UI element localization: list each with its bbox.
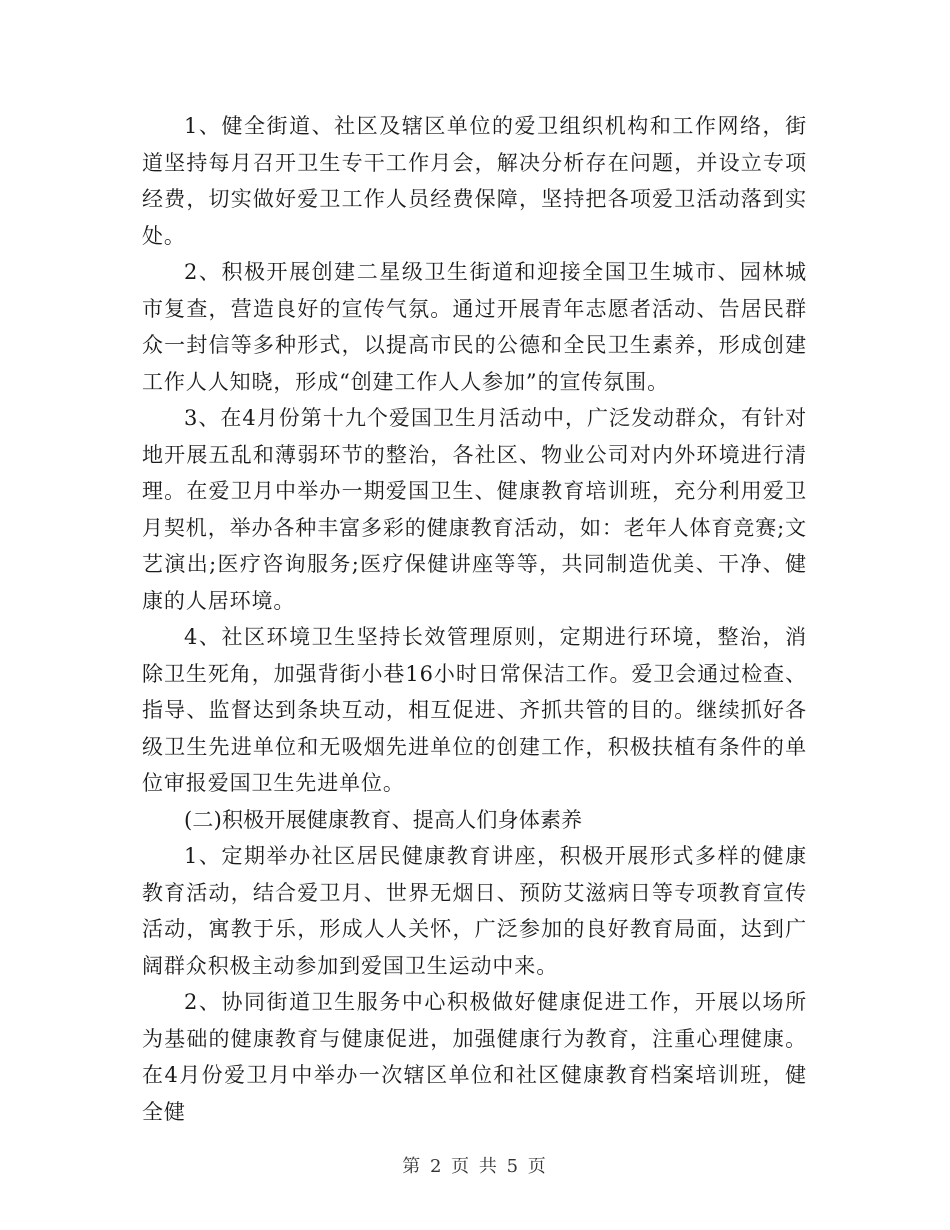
document-body (142, 108, 807, 1130)
section-heading: (二)积极开展健康教育、提高人们身体素养 (184, 807, 583, 832)
paragraph-3: 3、在4月份第十九个爱国卫生月活动中，广泛发动群众，有针对地开展五乱和薄弱环节的整治，各社区、物业公司对内外环境进行清理。在爱卫月中举办一期爱国卫生、健康教育培训班，充分利用爱卫月契机，举办各种丰富多彩的健康教育活动，如：老年人体育竞赛;文艺演出;医疗咨询服务;医疗保健讲座等等，共同制造优美、干净、健康的人居环境。 (142, 406, 807, 613)
paragraph-2: 2、积极开展创建二星级卫生街道和迎接全国卫生城市、园林城市复查，营造良好的宣传气氛。通过开展青年志愿者活动、告居民群众一封信等多种形式，以提高市民的公德和全民卫生素养，形成创建工作人人知晓，形成“创建工作人人参加”的宣传氛围。 (142, 260, 807, 394)
paragraph-6: 2、协同街道卫生服务中心积极做好健康促进工作，开展以场所为基础的健康教育与健康促进，加强健康行为教育，注重心理健康。在4月份爱卫月中举办一次辖区单位和社区健康教育档案培训班，健全健 (142, 990, 807, 1124)
paragraph-5: 1、定期举办社区居民健康教育讲座，积极开展形式多样的健康教育活动，结合爱卫月、世界无烟日、预防艾滋病日等专项教育宣传活动，寓教于乐，形成人人关怀，广泛参加的良好教育局面，达到广阔群众积极主动参加到爱国卫生运动中来。 (142, 844, 807, 978)
paragraph-4: 4、社区环境卫生坚持长效管理原则，定期进行环境，整治，消除卫生死角，加强背街小巷16小时日常保洁工作。爱卫会通过检查、指导、监督达到条块互动，相互促进、齐抓共管的目的。继续抓好各级卫生先进单位和无吸烟先进单位的创建工作，积极扶植有条件的单位审报爱国卫生先进单位。 (142, 625, 807, 795)
page-number-footer: 第 2 页 共 5 页 (402, 1156, 548, 1177)
paragraph-1: 1、健全街道、社区及辖区单位的爱卫组织机构和工作网络，街道坚持每月召开卫生专干工作月会，解决分析存在问题，并设立专项经费，切实做好爱卫工作人员经费保障，坚持把各项爱卫活动落到实处。 (142, 114, 807, 248)
